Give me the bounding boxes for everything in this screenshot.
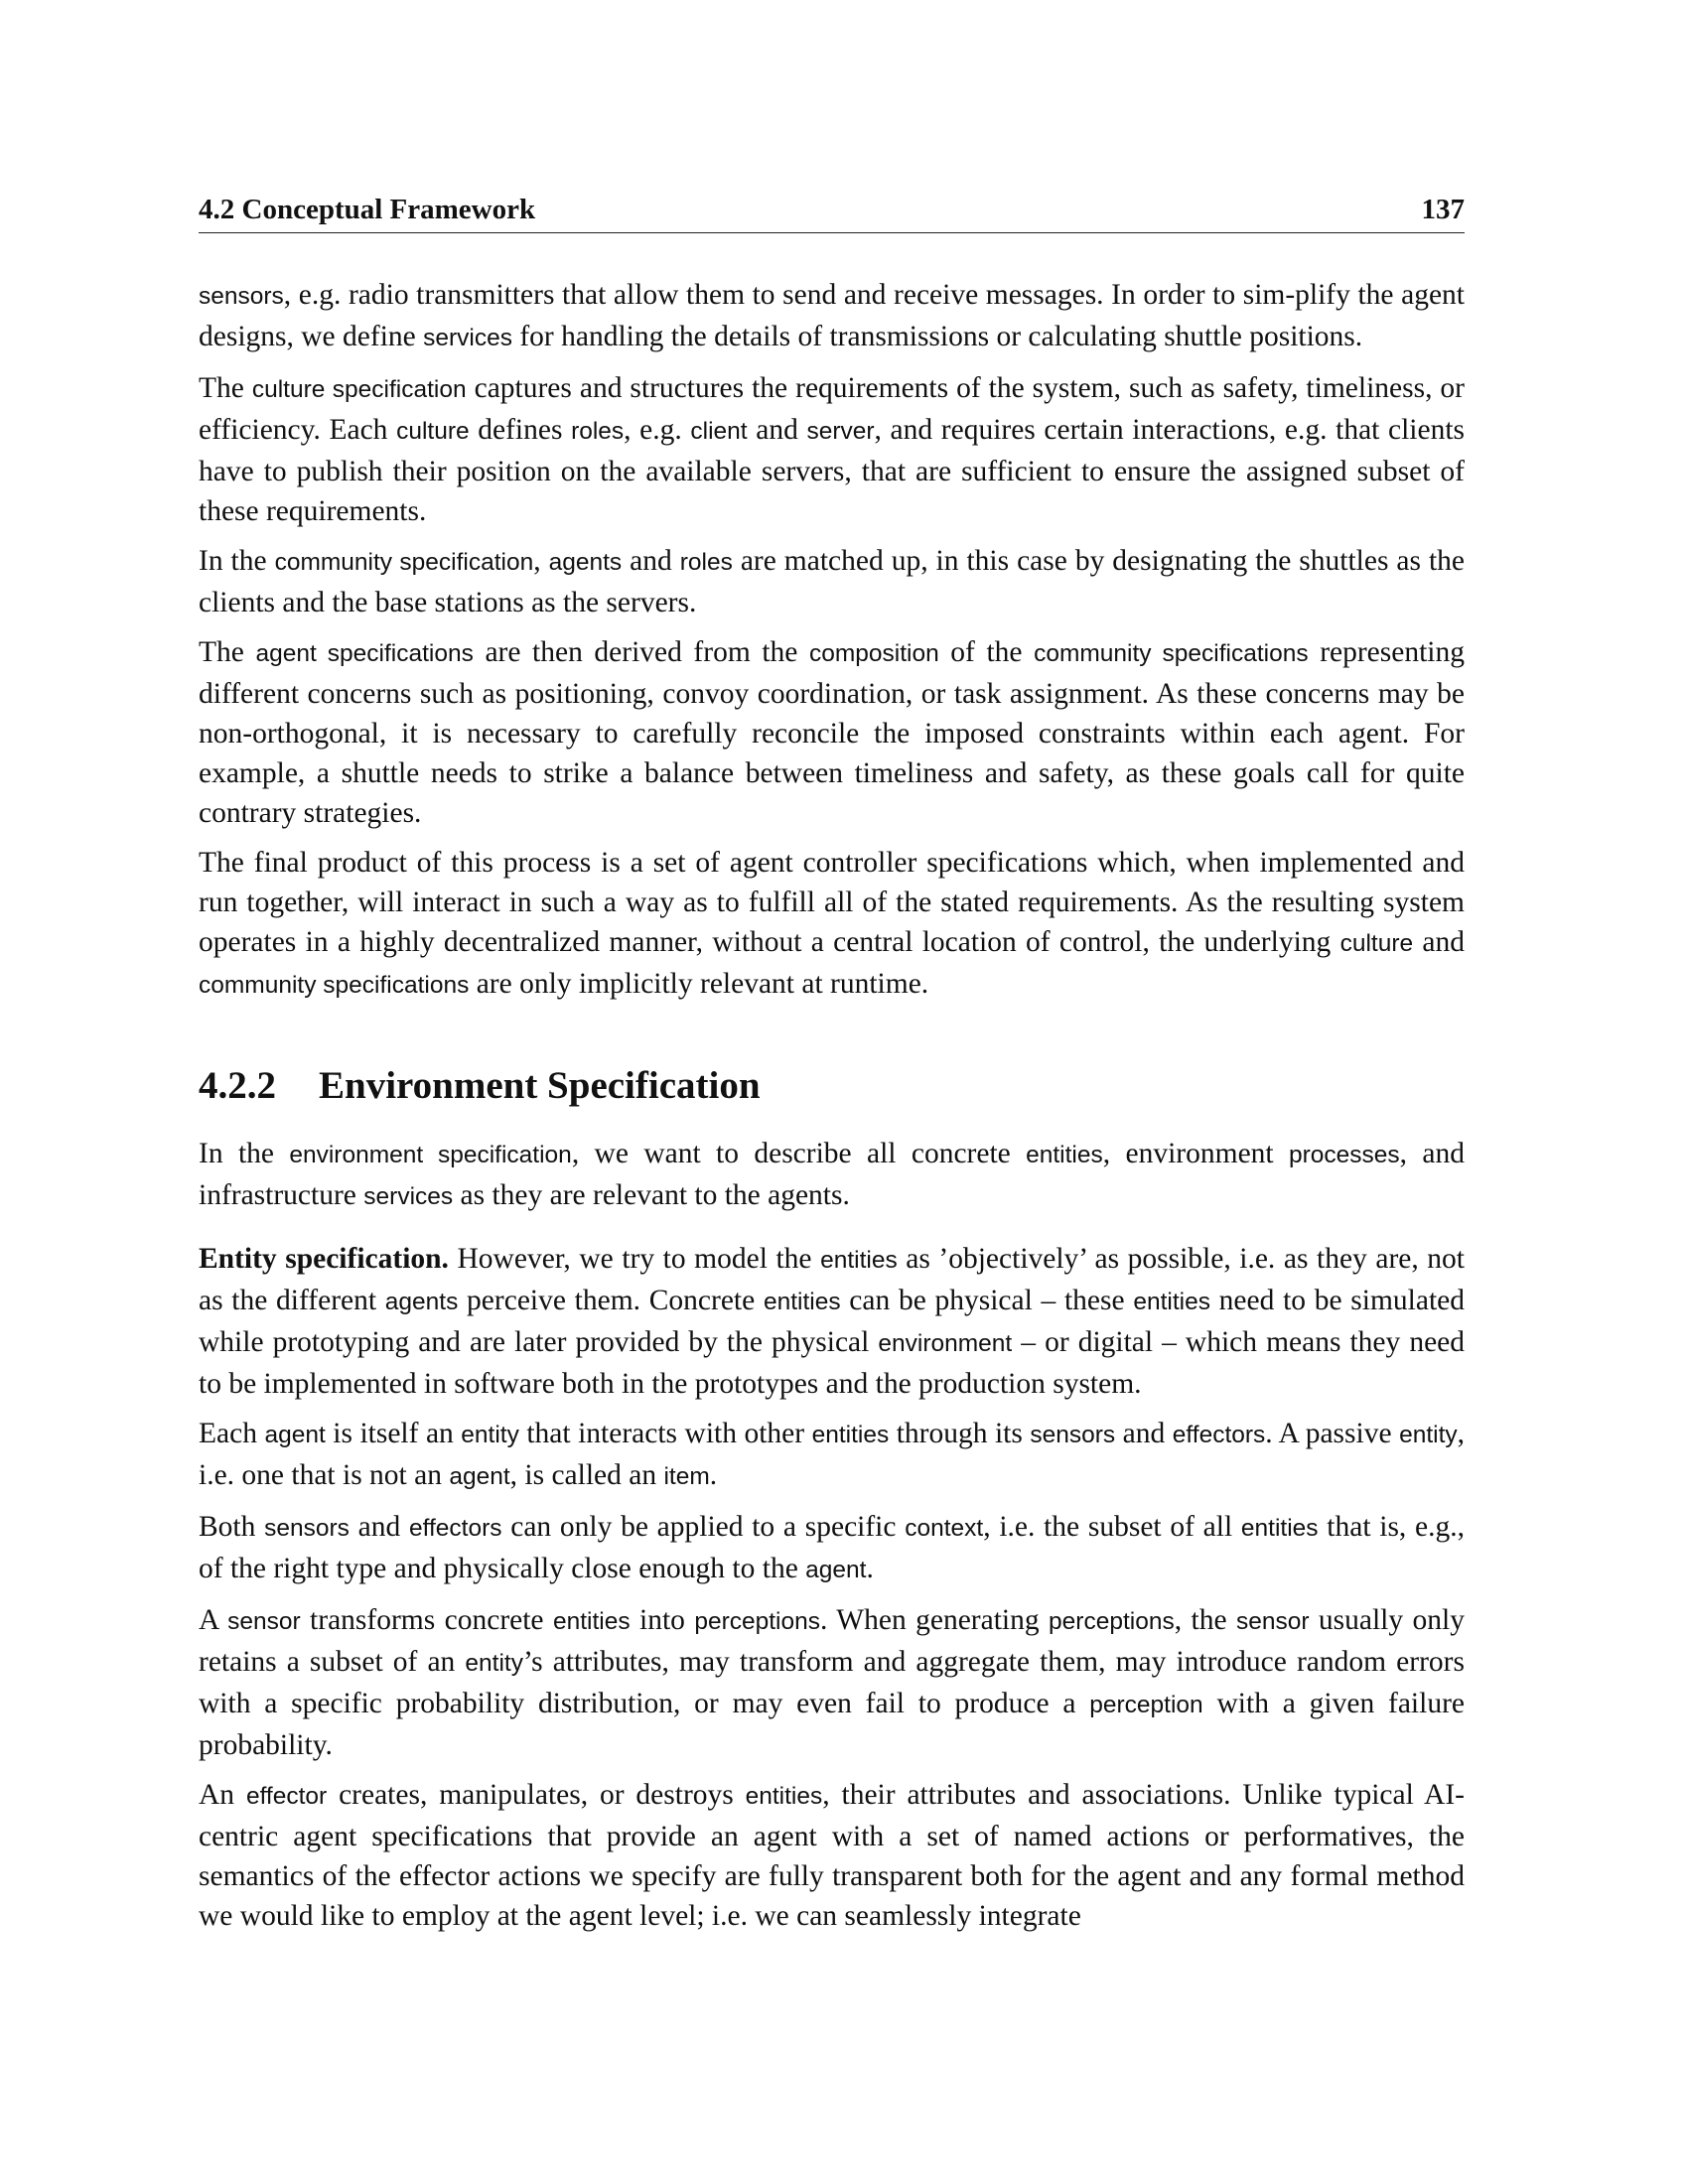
- text-run: , we want to describe all concrete: [571, 1138, 1027, 1169]
- text-run: creates, manipulates, or destroys: [327, 1779, 746, 1811]
- section-number: 4.2.2: [199, 1064, 276, 1107]
- text-run: , is called an: [509, 1459, 664, 1491]
- term: context: [905, 1515, 984, 1542]
- term: entities: [1240, 1515, 1319, 1542]
- text-run: In the: [199, 1138, 290, 1169]
- term: culture specification: [251, 376, 467, 403]
- term: agent: [264, 1422, 326, 1448]
- text-run: An: [199, 1779, 246, 1811]
- text-run: However, we try to model the: [448, 1243, 821, 1275]
- text-run: . A passive: [1265, 1418, 1400, 1449]
- paragraph-entity-spec: [199, 1239, 1465, 1404]
- text-run: A: [199, 1604, 228, 1636]
- term: sensor: [227, 1608, 301, 1635]
- text-run: and: [1413, 926, 1465, 958]
- text-run: perceive them. Concrete: [458, 1285, 764, 1316]
- text-run: are matched up, in this case by designating the shuttles as the clients and the base stations as the servers.: [199, 545, 1466, 618]
- text-run: of the: [938, 636, 1035, 668]
- text-run: .: [866, 1553, 874, 1584]
- paragraph-sensor: [199, 1600, 1465, 1765]
- term: agent specifications: [255, 640, 474, 667]
- term: community specification: [274, 549, 534, 576]
- page-number: 137: [1421, 194, 1465, 225]
- term: sensor: [1235, 1608, 1310, 1635]
- term: entities: [820, 1247, 898, 1274]
- text-run: ’s attributes, may transform and aggregate them, may introduce random errors with a specific probability distribution, or may even fail to produce a: [199, 1646, 1465, 1719]
- text-run: usually only retains a subset of an: [199, 1604, 1465, 1678]
- text-run: – or digital – which means they need to be implemented in software both in the prototypes and the production system.: [199, 1326, 1466, 1400]
- term: client: [690, 418, 748, 445]
- text-run: The: [199, 372, 252, 404]
- term: composition: [808, 640, 939, 667]
- paragraph-agent-specs: [199, 632, 1465, 833]
- text-run: into: [630, 1604, 695, 1636]
- term: item: [663, 1463, 710, 1490]
- paragraph-services: [199, 275, 1465, 358]
- term: agents: [384, 1289, 459, 1315]
- term: services: [423, 325, 512, 351]
- text-run: through its: [889, 1418, 1031, 1449]
- term: perceptions: [1049, 1608, 1175, 1635]
- term: culture: [396, 418, 470, 445]
- text-run: representing different concerns such as positioning, convoy coordination, or task assignment. As these concerns may be non-orthogonal, it is necessary to carefully reconcile the imposed constraints within each agent. For example, a shuttle needs to strike a balance between timeliness and safety, as these goals call for quite contrary strategies.: [199, 636, 1465, 829]
- term: effectors: [408, 1515, 502, 1542]
- term: roles: [679, 549, 733, 576]
- paragraph-culture: [199, 368, 1465, 531]
- term: processes: [1288, 1142, 1400, 1168]
- term: entities: [552, 1608, 631, 1635]
- text-run: , e.g.: [624, 414, 691, 446]
- text-run: and: [1115, 1418, 1173, 1449]
- page: [199, 194, 1465, 1946]
- term: services: [363, 1183, 454, 1210]
- text-run: as ’objectively’ as possible, i.e. as they are, not as the different: [199, 1243, 1465, 1316]
- text-run: transforms concrete: [300, 1604, 553, 1636]
- term: agents: [548, 549, 623, 576]
- term: agent: [449, 1463, 510, 1490]
- text-run: defines: [469, 414, 572, 446]
- text-run: can be physical – these: [840, 1285, 1134, 1316]
- paragraph-agent-entity: [199, 1414, 1465, 1497]
- running-head-title: 4.2 Conceptual Framework: [199, 194, 536, 225]
- text-run: , environment: [1102, 1138, 1289, 1169]
- text-run: , their attributes and associations. Unlike typical AI-centric agent specifications that provide an agent with a set of named actions or performatives, the semantics of the effector actions we specify are fully transparent both for the agent and any formal method we would like to employ at the agent level; i.e. we can seamlessly integrate: [199, 1779, 1465, 1932]
- term: culture: [1339, 930, 1414, 957]
- run-in-heading: Entity specification.: [199, 1243, 449, 1275]
- term: environment specification: [289, 1142, 572, 1168]
- text-run: , i.e. the subset of all: [983, 1511, 1241, 1543]
- running-head: [199, 194, 1465, 233]
- term: community specifications: [199, 972, 470, 999]
- paragraph-community: [199, 541, 1465, 622]
- text-run: can only be applied to a specific: [501, 1511, 906, 1543]
- paragraph-final-product: [199, 843, 1465, 1006]
- text-run: and: [349, 1511, 409, 1543]
- text-run: , the: [1174, 1604, 1236, 1636]
- term: entity: [465, 1650, 523, 1677]
- term: agent: [805, 1557, 867, 1583]
- text-run: , and requires certain interactions, e.g. that clients have to publish their position on the available servers, that are sufficient to ensure the assigned subset of these requirements.: [199, 414, 1466, 527]
- term: entities: [1133, 1289, 1210, 1315]
- paragraph-environment-intro: [199, 1134, 1465, 1217]
- text-run: and: [622, 545, 680, 577]
- text-run: , i.e. one that is not an: [199, 1418, 1465, 1491]
- paragraph-context: [199, 1507, 1465, 1590]
- text-run: are then derived from the: [473, 636, 809, 668]
- text-run: , and infrastructure: [199, 1138, 1465, 1211]
- text-run: Both: [199, 1511, 265, 1543]
- paragraph-effector: [199, 1775, 1465, 1936]
- term: sensors: [199, 283, 284, 310]
- term: community specifications: [1034, 640, 1309, 667]
- term: entities: [811, 1422, 890, 1448]
- text-run: In the: [199, 545, 275, 577]
- text-run: as they are relevant to the agents.: [453, 1179, 850, 1211]
- term: perceptions: [694, 1608, 820, 1635]
- text-run: that interacts with other: [518, 1418, 812, 1449]
- term: effector: [245, 1783, 328, 1810]
- text-run: The: [199, 636, 256, 668]
- term: entities: [745, 1783, 823, 1810]
- text-run: Each: [199, 1418, 265, 1449]
- term: entities: [1026, 1142, 1103, 1168]
- text-run: and: [747, 414, 807, 446]
- term: entity: [461, 1422, 519, 1448]
- section-title: Environment Specification: [319, 1064, 761, 1107]
- term: roles: [571, 418, 625, 445]
- text-run: need to be simulated while prototyping and are later provided by the physical: [199, 1285, 1466, 1358]
- text-run: ,: [533, 545, 549, 577]
- term: environment: [878, 1330, 1013, 1357]
- term: entities: [763, 1289, 841, 1315]
- text-run: is itself an: [325, 1418, 462, 1449]
- text-run: are only implicitly relevant at runtime.: [469, 968, 929, 1000]
- term: server: [806, 418, 875, 445]
- text-run: with a given failure probability.: [199, 1688, 1465, 1761]
- term: sensors: [264, 1515, 350, 1542]
- section-heading: [199, 1063, 1465, 1108]
- term: effectors: [1172, 1422, 1266, 1448]
- term: entity: [1399, 1422, 1458, 1448]
- text-run: for handling the details of transmissions or calculating shuttle positions.: [511, 321, 1363, 352]
- text-run: . When generating: [820, 1604, 1050, 1636]
- term: perception: [1089, 1692, 1203, 1718]
- term: sensors: [1030, 1422, 1116, 1448]
- text-run: The final product of this process is a set of agent controller specifications which, when implemented and run together, will interact in such a way as to fulfill all of the stated requirements. As the resulting system operates in a highly decentralized manner, without a central location of control, the underlying: [199, 847, 1465, 958]
- text-run: that is, e.g., of the right type and physically close enough to the: [199, 1511, 1466, 1584]
- text-run: .: [709, 1459, 718, 1491]
- text-run: captures and structures the requirements of the system, such as safety, timeliness, or efficiency. Each: [199, 372, 1465, 446]
- text-run: , e.g. radio transmitters that allow them to send and receive messages. In order to sim-plify the agent designs, we define: [199, 279, 1465, 352]
